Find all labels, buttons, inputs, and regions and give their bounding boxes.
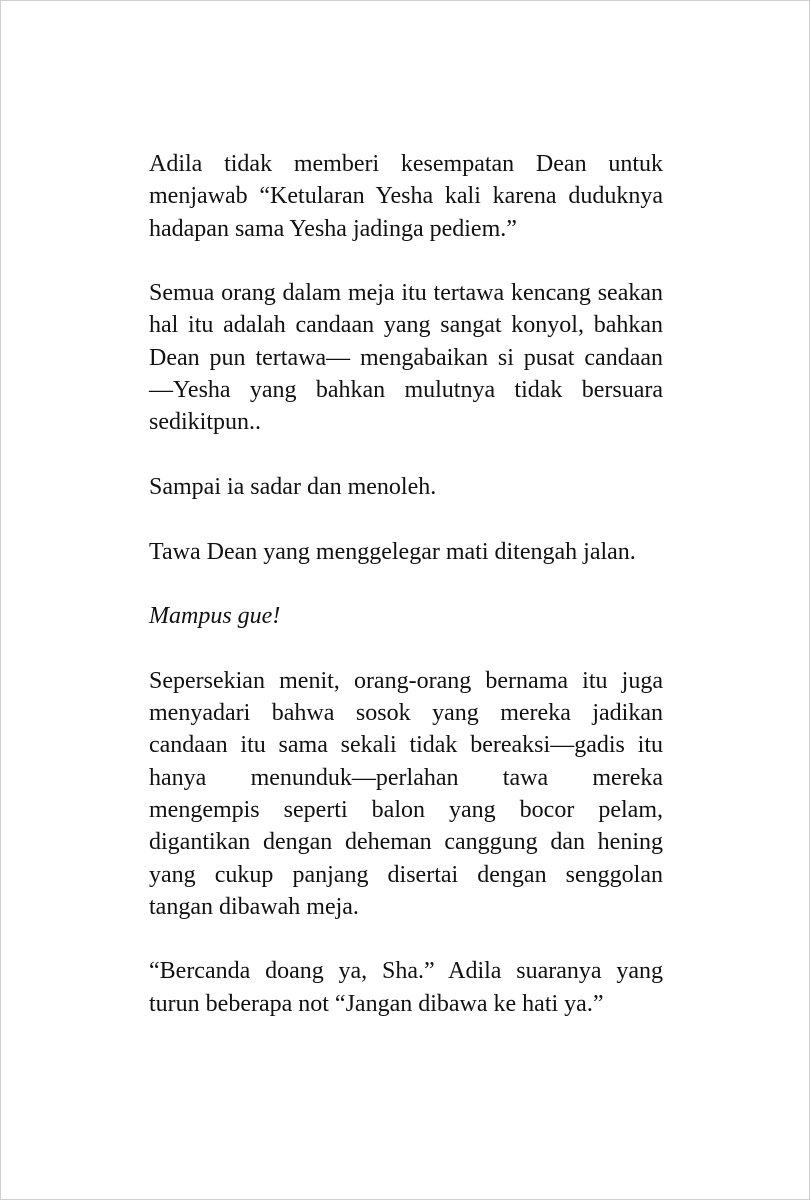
paragraph-italic: Mampus gue! [149,603,281,630]
story-text [149,148,663,1052]
paragraph: Semua orang dalam meja itu tertawa kencang seakan hal itu adalah candaan yang sangat konyol, bahkan Dean pun tertawa— mengabaikan si pusat candaan—Yesha yang bahkan mulutnya tidak bersuara sedikitpun.. [149,280,663,436]
paragraph: Sampai ia sadar dan menoleh. [149,473,437,500]
paragraph: Sepersekian menit, orang-orang bernama itu juga menyadari bahwa sosok yang mereka jadikan candaan itu sama sekali tidak bereaksi—gadis itu hanya menunduk—perlahan tawa mereka mengempis seperti balon yang bocor pelam, digantikan dengan deheman canggung dan hening yang cukup panjang disertai dengan senggolan tangan dibawah meja. [149,667,663,920]
paragraph: “Bercanda doang ya, Sha.” Adila suaranya yang turun beberapa not “Jangan dibawa ke hati ya.” [149,958,663,1017]
paragraph: Adila tidak memberi kesempatan Dean untuk menjawab “Ketularan Yesha kali karena duduknya hadapan sama Yesha jadinga pediem.” [149,151,663,242]
paragraph: Tawa Dean yang menggelegar mati ditengah jalan. [149,538,636,565]
